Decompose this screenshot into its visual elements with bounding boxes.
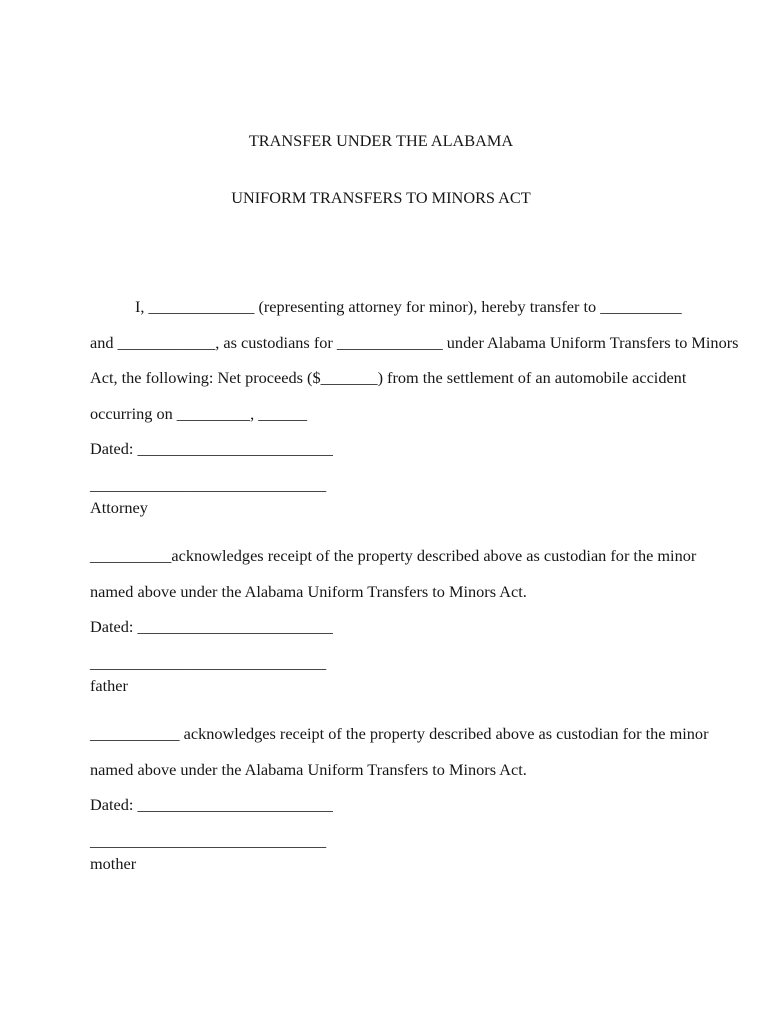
document-content (90, 0, 739, 874)
text-line: Act, the following: Net proceeds ($_______) from the settlement of an automobile accident (90, 368, 687, 387)
signature-label-attorney: Attorney (90, 498, 148, 517)
signature-line-mother: _____________________________ (90, 830, 327, 850)
mother-acknowledgement-paragraph (90, 716, 709, 787)
text-line: __________acknowledges receipt of the property described above as custodian for the minor (90, 546, 697, 565)
title-line-1: TRANSFER UNDER THE ALABAMA (248, 131, 514, 150)
intro-paragraph (90, 289, 739, 431)
signature-label-father: father (90, 676, 128, 695)
signature-line-attorney: _____________________________ (90, 474, 327, 494)
dated-line-father: Dated: ________________________ (90, 617, 333, 636)
text-line: occurring on _________, ______ (90, 403, 308, 423)
text-line: named above under the Alabama Uniform Transfers to Minors Act. (90, 581, 527, 601)
text-line: I, _____________ (representing attorney for minor), hereby transfer to __________ (135, 297, 682, 316)
father-acknowledgement-paragraph (90, 538, 697, 609)
text-line: and ____________, as custodians for _____________ under Alabama Uniform Transfers to Minors (90, 332, 739, 352)
document-title (90, 93, 672, 245)
dated-line-mother: Dated: ________________________ (90, 795, 333, 814)
text-line: named above under the Alabama Uniform Transfers to Minors Act. (90, 759, 527, 779)
title-line-2: UNIFORM TRANSFERS TO MINORS ACT (231, 188, 531, 207)
text-line: ___________ acknowledges receipt of the property described above as custodian for the minor (90, 724, 709, 743)
dated-line-attorney: Dated: ________________________ (90, 439, 333, 458)
signature-line-father: _____________________________ (90, 652, 327, 672)
signature-label-mother: mother (90, 854, 137, 873)
